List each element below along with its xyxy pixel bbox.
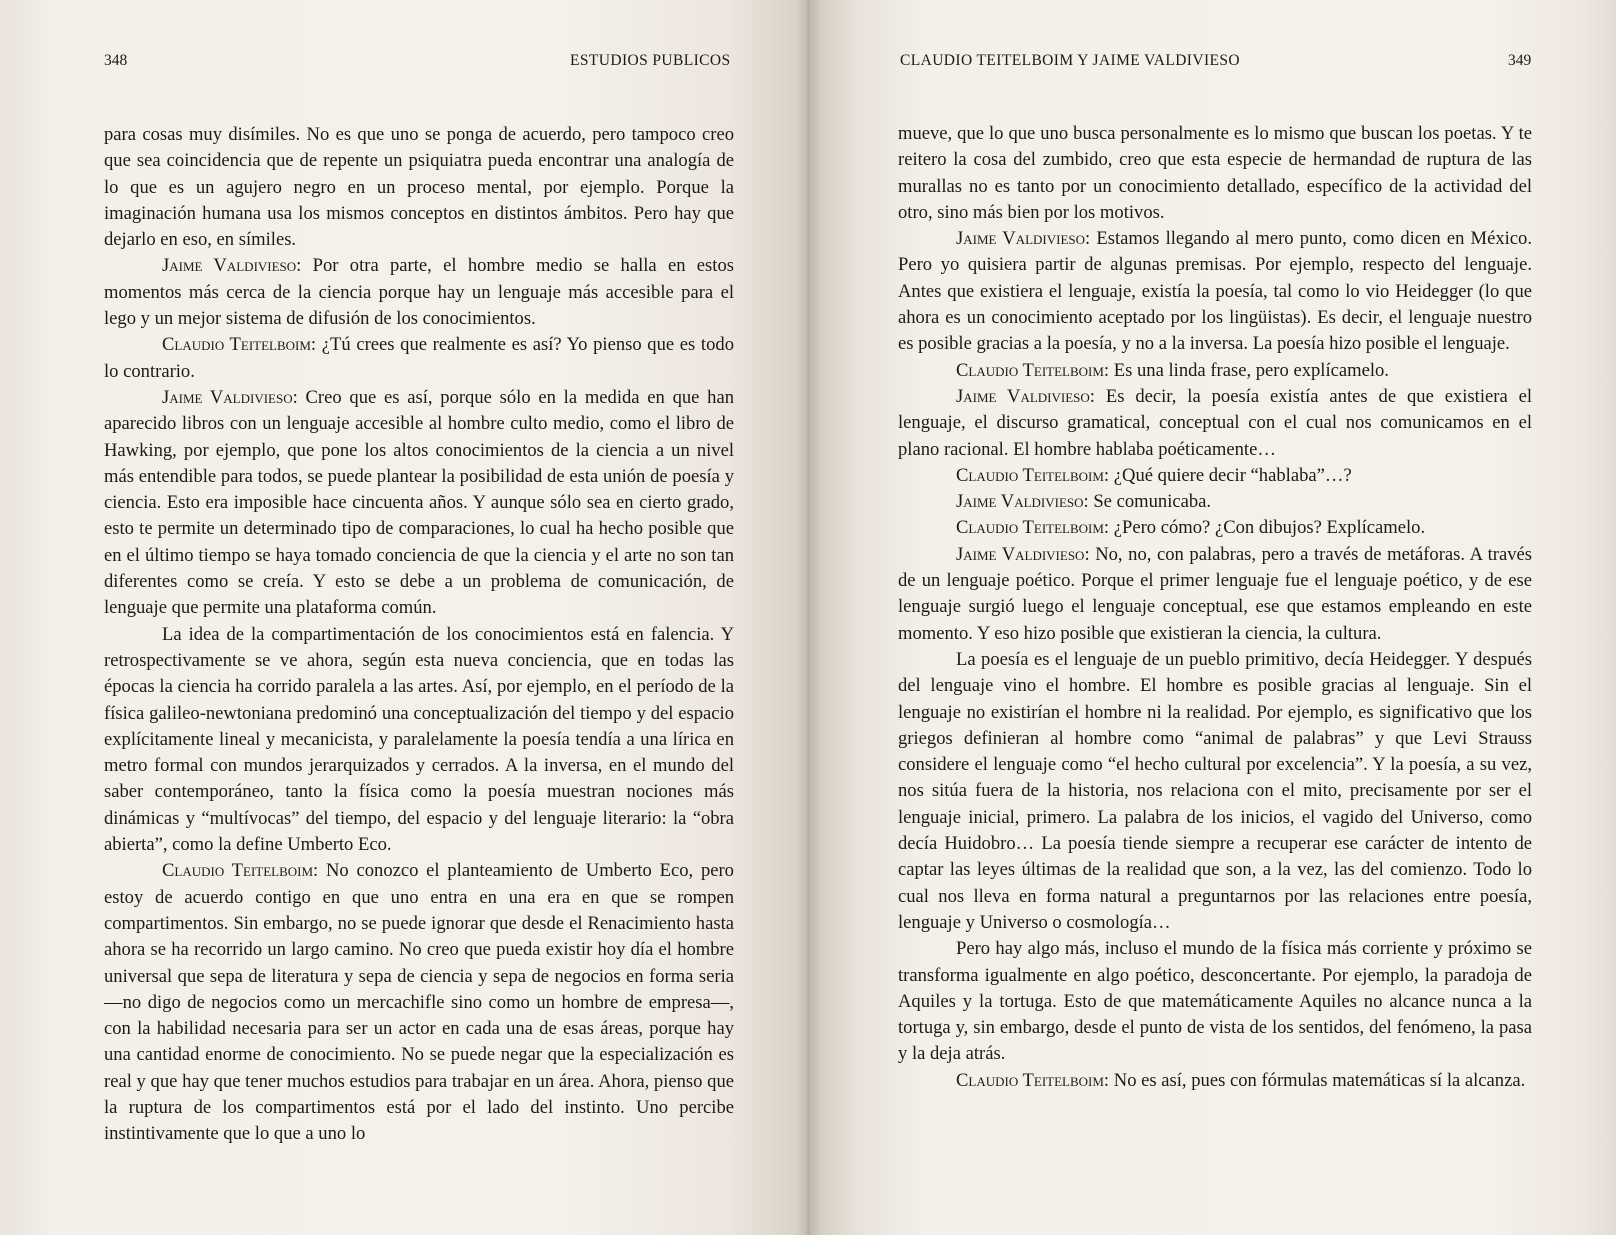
paragraph: [898, 384, 1532, 463]
paragraph-text: No es así, pues con fórmulas matemáticas sí la alcanza.: [1113, 1069, 1526, 1091]
page-number: 348: [104, 52, 128, 69]
paragraph-text: No, no, con palabras, pero a través de metáforas. A través de un lenguaje poético. Porque el primer lenguaje fue el lenguaje poético, y de ese lenguaje surgió luego el lenguaje conceptual, ese que estamos empleando en este momento. Y eso hizo posible que existieran la ciencia, la cultura.: [898, 543, 1532, 644]
paragraph-text: Es una linda frase, pero explícamelo.: [1113, 359, 1389, 381]
paragraph-text: Es decir, la poesía existía antes de que existiera el lenguaje, el discurso gramatical, conceptual con el cual nos comunicamos en el plano racional. El hombre hablaba poéticamente…: [898, 385, 1533, 460]
paragraph: [898, 515, 1532, 541]
paragraph: [898, 121, 1532, 226]
paragraph-text: Se comunicaba.: [1093, 491, 1212, 513]
paragraph-text: mueve, que lo que uno busca personalmente es lo mismo que buscan los poetas. Y te reitero la cosa del zumbido, creo que esta especie de hermandad de ruptura de las murallas no es tanto por un conocimiento detallado, específico de la actividad del otro, sino más bien por los motivos.: [898, 123, 1532, 223]
paragraph-text: ¿Pero cómo? ¿Con dibujos? Explícamelo.: [1113, 517, 1426, 539]
paragraph-text: para cosas muy disímiles. No es que uno se ponga de acuerdo, pero tampoco creo que sea coincidencia que de repente un psiquiatra pueda encontrar una analogía de lo que es un agujero negro en un proceso mental, por ejemplo. Porque la imaginación humana usa los mismos conceptos en distintos ámbitos. Pero hay que dejarlo en eso, en símiles.: [104, 124, 734, 251]
speaker-name: Jaime Valdivieso:: [162, 255, 302, 277]
paragraph: [104, 385, 734, 622]
paragraph-text: La poesía es el lenguaje de un pueblo primitivo, decía Heidegger. Y después del lenguaje vino el hombre. El hombre es posible gracias al lenguaje. Sin el lenguaje no existirían el hombre ni la realidad. Por ejemplo, es significativo que los griegos definieran al hombre como “animal de palabras” y que Levi Strauss considere el lenguaje como “el hecho cultural por excelencia”. Y la poesía, a su vez, nos sitúa fuera de la historia, nos relaciona con el mito, precisamente por ser el lenguaje inicial, primero. La palabra de los inicios, el vagido del Universo, como decía Huidobro… La poesía tiende siempre a recuperar ese carácter de intento de captar las leyes últimas de la realidad que son, a la vez, las del comienzo. Todo lo cual nos lleva en forma natural a preguntarnos por las relaciones entre poesía, lenguaje y Universo o cosmología…: [898, 648, 1532, 933]
running-head: CLAUDIO TEITELBOIM Y JAIME VALDIVIESO: [900, 52, 1240, 69]
paragraph-text: Estamos llegando al mero punto, como dicen en México. Pero yo quisiera partir de algunas premisas. Por ejemplo, respecto del lenguaje. Antes que existiera el lenguaje, existía la poesía, tal como lo vio Heidegger (lo que ahora es un conocimiento aceptado por los lingüistas). Es decir, el lenguaje nuestro es posible gracias a la poesía, y no a la inversa. La poesía hizo posible el lenguaje.: [898, 228, 1532, 355]
paragraph: [898, 936, 1532, 1067]
speaker-name: Claudio Teitelboim:: [956, 359, 1110, 381]
paragraph-text: Pero hay algo más, incluso el mundo de la física más corriente y próximo se transforma igualmente en algo poético, desconcertante. Por ejemplo, la paradoja de Aquiles y la tortuga. Esto de que matemáticamente Aquiles no alcance nunca a la tortuga y, sin embargo, desde el punto de vista de los sentidos, del fenómeno, la pasa y la deja atrás.: [898, 938, 1532, 1065]
paragraph: [898, 1068, 1532, 1094]
paragraph-text: Por otra parte, el hombre medio se halla en estos momentos más cerca de la ciencia porque hay un lenguaje más accesible para el lego y un mejor sistema de difusión de los conocimientos.: [104, 255, 734, 330]
paragraph: [898, 542, 1532, 647]
speaker-name: Claudio Teitelboim:: [956, 464, 1110, 486]
speaker-name: Claudio Teitelboim:: [956, 517, 1110, 539]
page-number: 349: [1508, 52, 1532, 69]
paragraph: [104, 858, 734, 1147]
paragraph: [898, 463, 1532, 489]
body-text: [898, 121, 1532, 1094]
speaker-name: Jaime Valdivieso:: [956, 228, 1091, 250]
speaker-name: Jaime Valdivieso:: [162, 386, 298, 408]
speaker-name: Claudio Teitelboim:: [162, 860, 319, 882]
paragraph: [898, 358, 1532, 384]
speaker-name: Jaime Valdivieso:: [956, 385, 1095, 407]
running-head: ESTUDIOS PUBLICOS: [570, 52, 731, 69]
speaker-name: Claudio Teitelboim:: [956, 1069, 1110, 1091]
paragraph: [104, 622, 734, 859]
paragraph: [104, 122, 734, 253]
paragraph-text: Creo que es así, porque sólo en la medida en que han aparecido libros con un lenguaje accesible al hombre culto medio, como el libro de Hawking, por ejemplo, que pone los altos conocimientos de la ciencia a un nivel más entendible para todos, se puede plantear la posibilidad de esta unión de poesía y ciencia. Esto era imposible hace cincuenta años. Y aunque sólo sea en cierto grado, esto te permite un determinado tipo de comparaciones, lo cual ha hecho posible que en el último tiempo se haya tomado conciencia de que la ciencia y el arte no son tan diferentes como se creía. Y esto se debe a un problema de comunicación, de lenguaje que permite una plataforma común.: [104, 386, 735, 619]
right-page: [808, 0, 1616, 1235]
paragraph: [898, 489, 1532, 515]
paragraph: [898, 226, 1532, 357]
body-text: [104, 122, 734, 1148]
book-gutter: [795, 0, 821, 1235]
paragraph-text: No conozco el planteamiento de Umberto Eco, pero estoy de acuerdo contigo en que uno entra en una era en que se rompen compartimentos. Sin embargo, no se puede ignorar que desde el Renacimiento hasta ahora se ha recorrido un largo camino. No creo que pueda existir hoy día el hombre universal que sepa de literatura y sepa de ciencia y sepa de negocios en forma seria —no digo de negocios como un mercachifle sino como un hombre de empresa—, con la habilidad necesaria para ser un actor en cada una de esas áreas, porque hay una cantidad enorme de conocimiento. No se puede negar que la especialización es real y que hay que tener muchos estudios para trabajar en un área. Ahora, pienso que la ruptura de los compartimentos está por el lado del instinto. Uno percibe instintivamente que lo que a uno lo: [104, 860, 734, 1145]
paragraph: [104, 332, 734, 385]
paragraph: [104, 253, 734, 332]
speaker-name: Jaime Valdivieso:: [956, 491, 1089, 513]
paragraph-text: ¿Qué quiere decir “hablaba”…?: [1113, 464, 1352, 486]
speaker-name: Jaime Valdivieso:: [956, 543, 1090, 565]
paragraph: [898, 647, 1532, 936]
paragraph-text: ¿Tú crees que realmente es así? Yo pienso que es todo lo contrario.: [104, 334, 734, 382]
paragraph-text: La idea de la compartimentación de los conocimientos está en falencia. Y retrospectivamente se ve ahora, según esta nueva conciencia, que en todas las épocas la ciencia ha corrido paralela a las artes. Así, por ejemplo, en el período de la física galileo-newtoniana predominó una conceptualización del tiempo y del espacio explícitamente lineal y mecanicista, y paralelamente la poesía tendía a una lírica en metro formal con mundos jerarquizados y cerrados. A la inversa, en el mundo del saber contemporáneo, tanto la física como la poesía muestran nociones más dinámicas y “multívocas” del tiempo, del espacio y del lenguaje literario: la “obra abierta”, como la define Umberto Eco.: [104, 623, 734, 856]
speaker-name: Claudio Teitelboim:: [162, 334, 317, 356]
